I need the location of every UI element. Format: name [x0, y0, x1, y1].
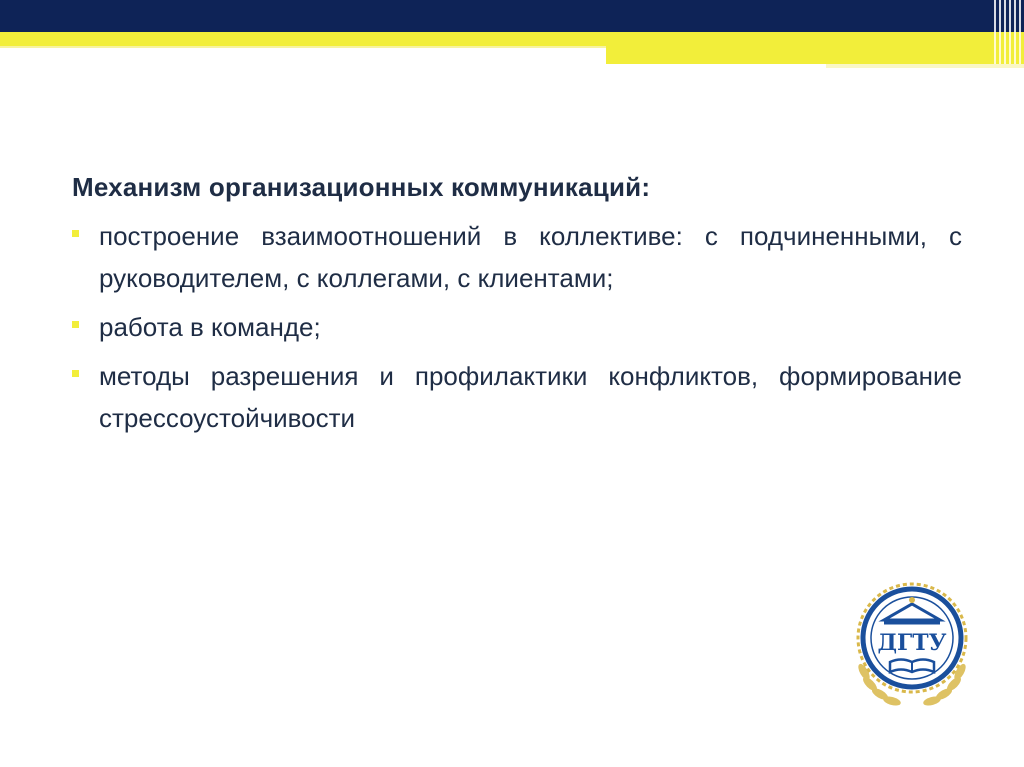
list-item-text: работа в команде;: [99, 312, 321, 342]
list-item-text: построение взаимоотношений в коллективе: с подчиненными, с руководителем, с коллегами, с клиентами;: [99, 221, 962, 293]
university-emblem-icon: [850, 580, 974, 714]
bullet-icon: [72, 370, 79, 377]
bullet-list: [72, 215, 962, 446]
header-yellow-bar: [0, 32, 1000, 46]
header-stripes-yellow: [994, 32, 1024, 64]
header-accent-line: [0, 46, 606, 48]
logo-text: ДГТУ: [877, 630, 947, 656]
header-yellow-tab: [606, 46, 1024, 64]
list-item: [72, 215, 962, 299]
header-fade-line: [826, 64, 1024, 68]
slide-heading: Механизм организационных коммуникаций:: [72, 172, 651, 202]
list-item-text: методы разрешения и профилактики конфликтов, формирование стрессоустойчивости: [99, 361, 962, 433]
list-item: [72, 355, 962, 439]
list-item: [72, 306, 962, 348]
bullet-icon: [72, 321, 79, 328]
bullet-icon: [72, 230, 79, 237]
header-navy-bar: [0, 0, 1024, 32]
